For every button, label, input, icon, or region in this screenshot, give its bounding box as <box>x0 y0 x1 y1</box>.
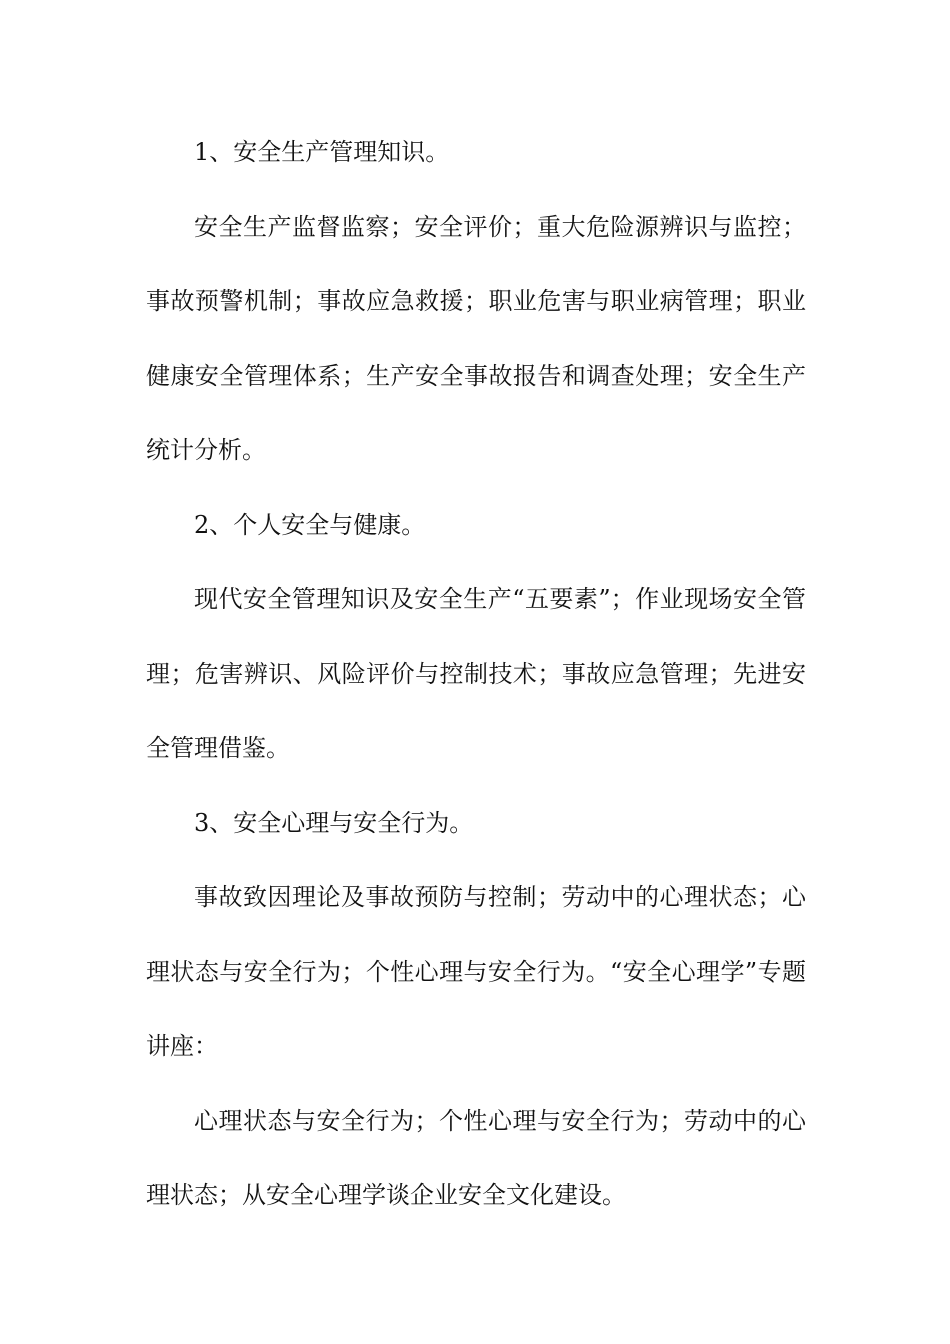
section-heading-3: 3、安全心理与安全行为。 <box>194 808 474 837</box>
section-heading-1: 1、安全生产管理知识。 <box>194 138 450 166</box>
body-paragraph-1: 安全生产监督监察；安全评价；重大危险源辨识与监控；事故预警机制；事故应急救援；职业危害与职业病管理；职业健康安全管理体系；生产安全事故报告和调查处理；安全生产统计分析。 <box>146 212 806 464</box>
body-paragraph-2: 现代安全管理知识及安全生产“五要素”；作业现场安全管理；危害辨识、风险评价与控制技术；事故应急管理；先进安全管理借鉴。 <box>146 585 806 762</box>
body-paragraph-4: 心理状态与安全行为；个性心理与安全行为；劳动中的心理状态；从安全心理学谈企业安全文化建设。 <box>146 1106 806 1209</box>
section-heading-2: 2、个人安全与健康。 <box>194 510 426 539</box>
document-body <box>146 115 806 1233</box>
body-paragraph-3: 事故致因理论及事故预防与控制；劳动中的心理状态；心理状态与安全行为；个性心理与安全行为。“安全心理学”专题讲座： <box>146 883 806 1060</box>
